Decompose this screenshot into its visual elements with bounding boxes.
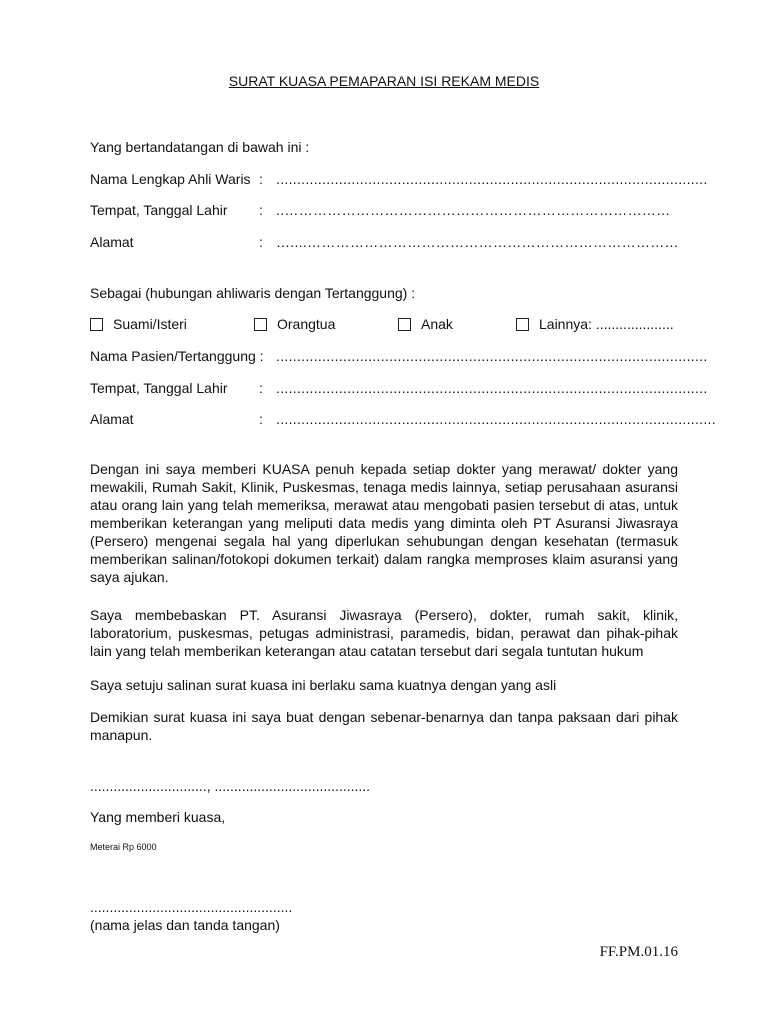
heir-name-label: Nama Lengkap Ahli Waris xyxy=(90,171,251,187)
patient-address-colon: : xyxy=(259,411,263,427)
heir-address-colon: : xyxy=(259,234,263,250)
heir-name-field[interactable]: ....................................................................................................... xyxy=(276,171,708,187)
document-title: SURAT KUASA PEMAPARAN ISI REKAM MEDIS xyxy=(228,73,540,89)
heir-name-colon: : xyxy=(259,171,263,187)
signature-caption: (nama jelas dan tanda tangan) xyxy=(90,917,280,933)
patient-birth-colon: : xyxy=(259,380,263,396)
signature-line[interactable]: .................................................... xyxy=(90,899,293,915)
giver-label: Yang memberi kuasa, xyxy=(90,809,226,825)
relation-label: Suami/Isteri xyxy=(113,316,187,332)
relation-checkbox-other[interactable] xyxy=(516,315,674,333)
checkbox-icon[interactable] xyxy=(90,318,103,331)
relation-label: Lainnya: .................... xyxy=(539,316,674,332)
heir-birth-label: Tempat, Tanggal Lahir xyxy=(90,202,228,218)
relation-checkbox-parent[interactable] xyxy=(254,315,335,333)
patient-address-label: Alamat xyxy=(90,411,134,427)
place-date-field[interactable]: .............................., ........................................ xyxy=(90,778,371,794)
patient-name-label: Nama Pasien/Tertanggung : xyxy=(90,348,264,364)
patient-name-field[interactable]: ....................................................................................................... xyxy=(276,348,708,364)
form-code: FF.PM.01.16 xyxy=(599,944,678,960)
stamp-note: Meterai Rp 6000 xyxy=(90,842,157,852)
relation-checkbox-child[interactable] xyxy=(398,315,453,333)
patient-address-field[interactable]: ......................................................................................................... xyxy=(276,411,716,427)
authorization-paragraph: Dengan ini saya memberi KUASA penuh kepada setiap dokter yang merawat/ dokter yang mewakili, Rumah Sakit, Klinik, Puskesmas, tenaga medis lainnya, setiap perusahaan asuransi atau orang lain yang telah memeriksa, merawat atau mengobati pasien tersebut di atas, untuk memberikan keterangan yang meliputi data medis yang diminta oleh PT Asuransi Jiwasraya (Persero) mengenai segala hal yang diperlukan sehubungan dengan kesehatan (termasuk memberikan salinan/fotokopi dokumen terkait) dalam rangka memproses klaim asuransi yang saya ajukan. xyxy=(90,461,678,585)
heir-address-label: Alamat xyxy=(90,234,134,250)
patient-birth-label: Tempat, Tanggal Lahir xyxy=(90,380,228,396)
intro-text: Yang bertandatangan di bawah ini : xyxy=(90,139,310,155)
checkbox-icon[interactable] xyxy=(254,318,267,331)
relation-label: Orangtua xyxy=(277,316,336,332)
relation-prompt: Sebagai (hubungan ahliwaris dengan Tertanggung) : xyxy=(90,285,416,301)
checkbox-icon[interactable] xyxy=(516,318,529,331)
heir-birth-colon: : xyxy=(259,202,263,218)
closing-paragraph: Demikian surat kuasa ini saya buat dengan sebenar-benarnya dan tanpa paksaan dari pihak manapun. xyxy=(90,709,678,743)
relation-checkbox-spouse[interactable] xyxy=(90,315,187,333)
patient-birth-field[interactable]: ....................................................................................................... xyxy=(276,380,708,396)
relation-label: Anak xyxy=(421,316,453,332)
copy-validity-paragraph: Saya setuju salinan surat kuasa ini berlaku sama kuatnya dengan yang asli xyxy=(90,677,557,693)
release-paragraph: Saya membebaskan PT. Asuransi Jiwasraya (Persero), dokter, rumah sakit, klinik, laboratorium, puskesmas, petugas administrasi, paramedis, bidan, perawat dan pihak-pihak lain yang telah memberikan keterangan atau catatan tersebut dari segala tuntutan hukum xyxy=(90,607,678,659)
heir-birth-field[interactable]: ..……………………………………………………………………… xyxy=(276,202,671,218)
heir-address-field[interactable]: …....…………………………………………………………………… xyxy=(276,234,679,250)
checkbox-icon[interactable] xyxy=(398,318,411,331)
